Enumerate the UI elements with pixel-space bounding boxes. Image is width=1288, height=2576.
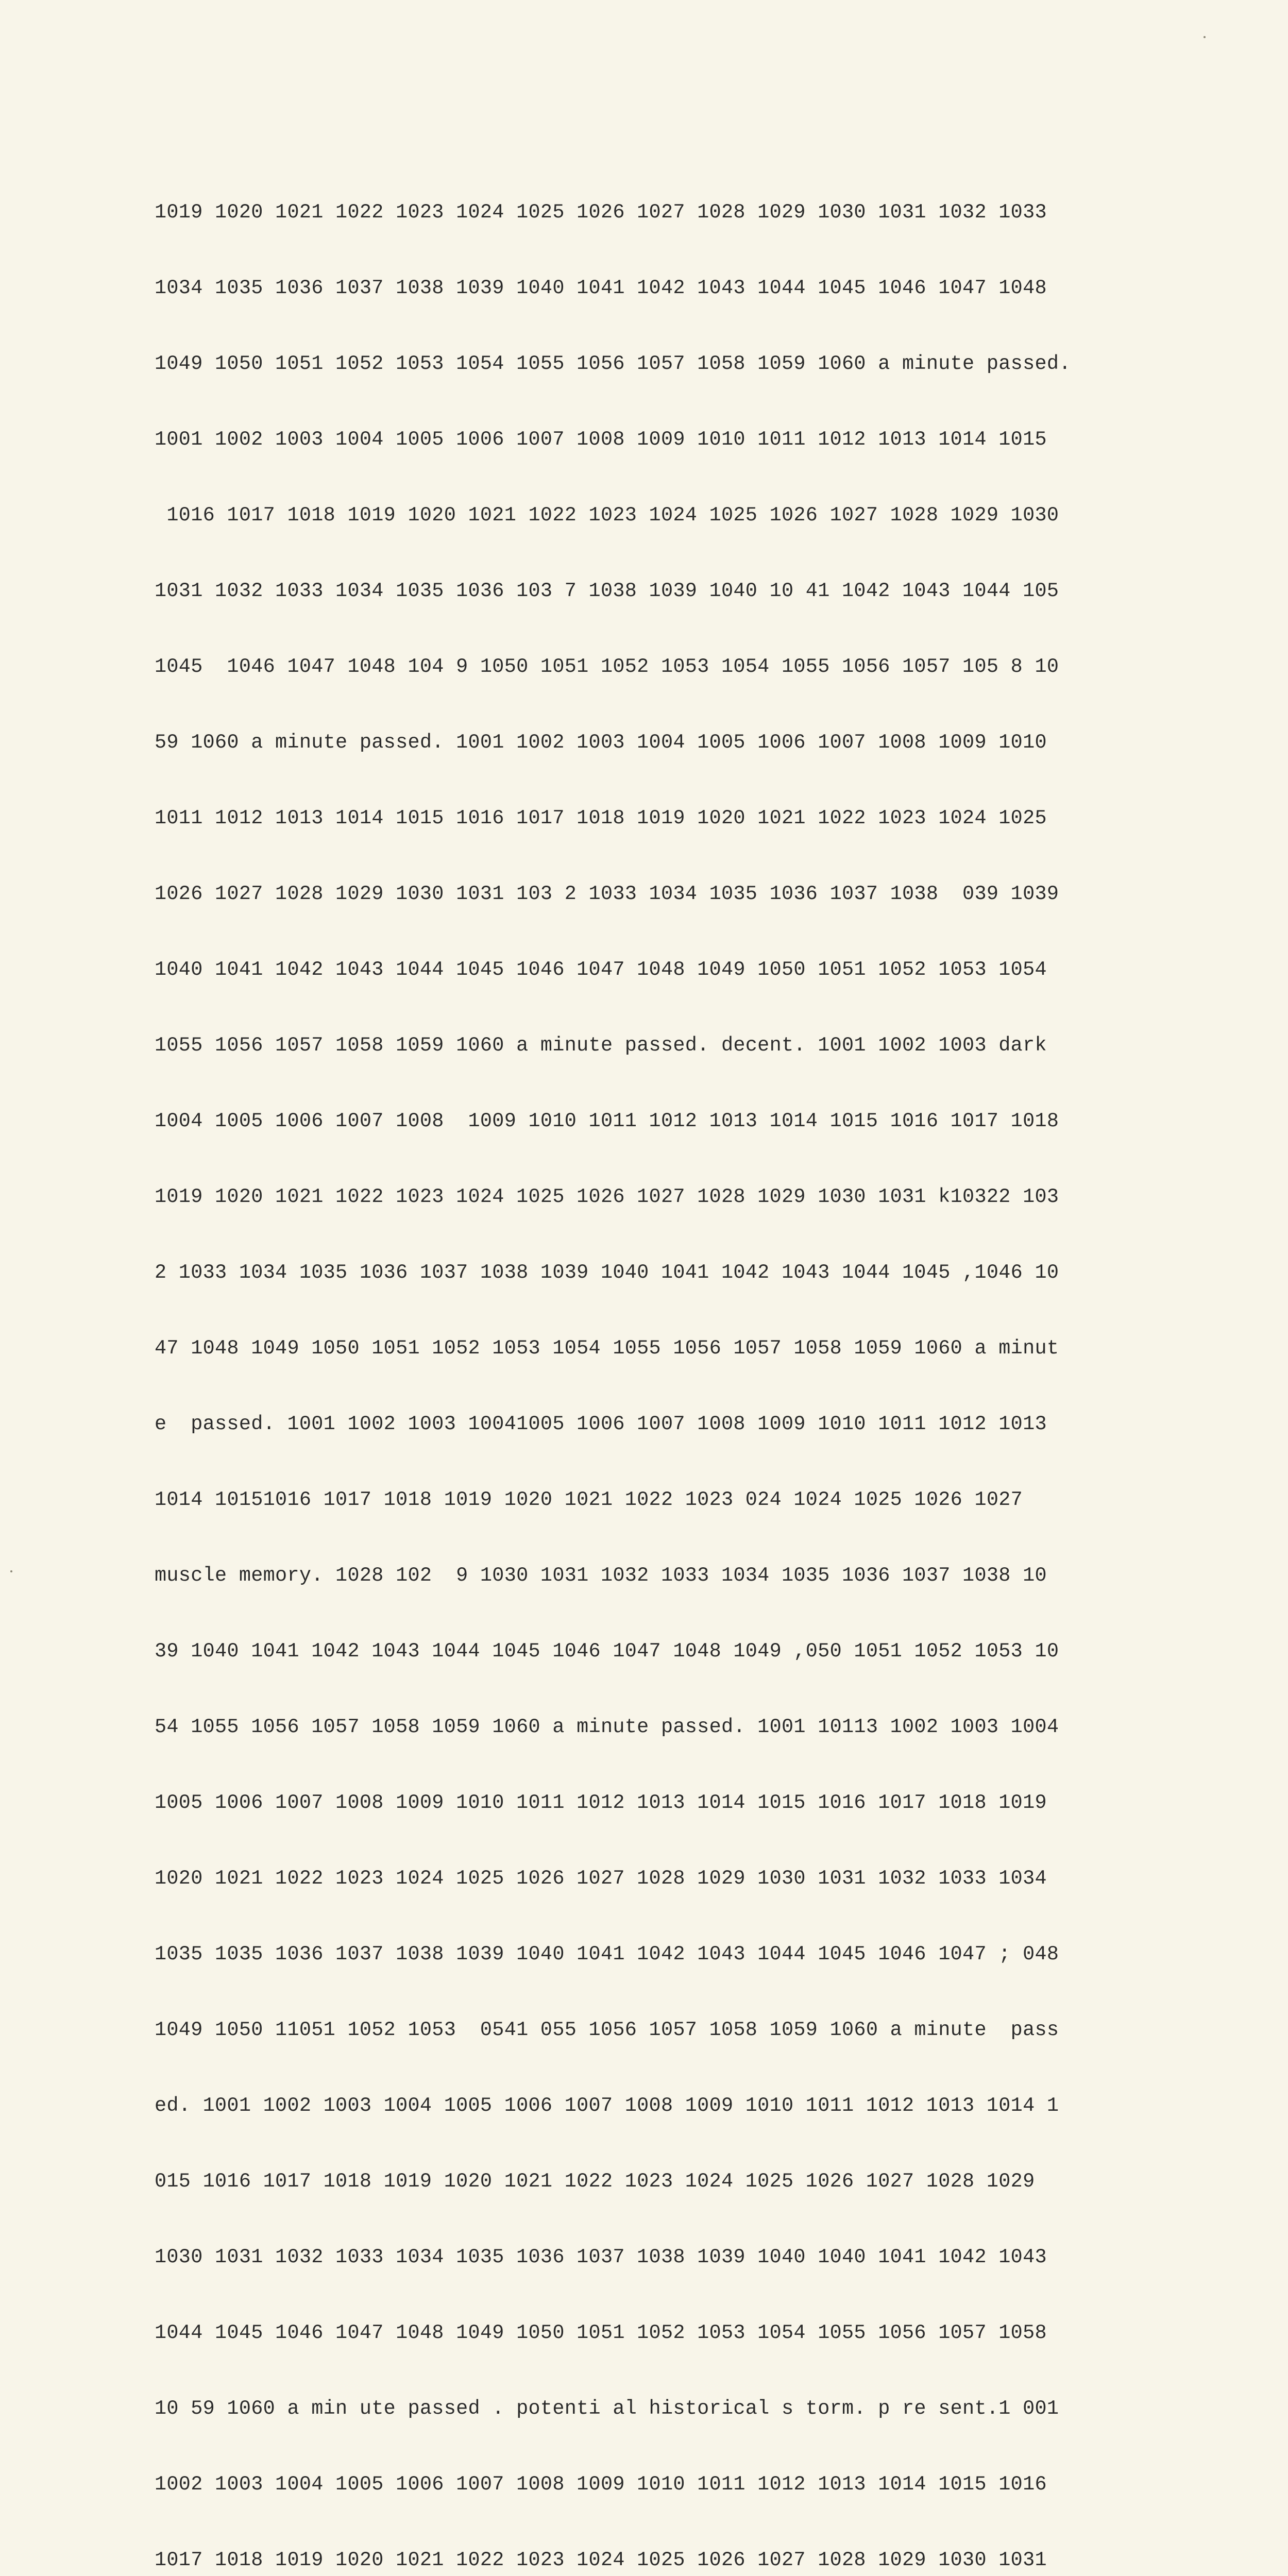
text-line: 015 1016 1017 1018 1019 1020 1021 1022 1023 1024 1025 1026 1027 1028 1029 [155, 2170, 1035, 2193]
text-line: 1026 1027 1028 1029 1030 1031 103 2 1033 1034 1035 1036 1037 1038 039 1039 [155, 883, 1059, 905]
text-line: 1020 1021 1022 1023 1024 1025 1026 1027 1028 1029 1030 1031 1032 1033 1034 [155, 1867, 1047, 1890]
text-line: 54 1055 1056 1057 1058 1059 1060 a minute passed. 1001 10113 1002 1003 1004 [155, 1716, 1059, 1738]
paper-speck [1204, 36, 1206, 38]
text-line: e passed. 1001 1002 1003 10041005 1006 1007 1008 1009 1010 1011 1012 1013 [155, 1413, 1047, 1435]
text-line: 1016 1017 1018 1019 1020 1021 1022 1023 1024 1025 1026 1027 1028 1029 1030 [155, 504, 1059, 527]
typewritten-text-block [155, 149, 1164, 2576]
text-line: 1031 1032 1033 1034 1035 1036 103 7 1038 1039 1040 10 41 1042 1043 1044 105 [155, 580, 1059, 602]
text-line: 10 59 1060 a min ute passed . potenti al historical s torm. p re sent.1 001 [155, 2397, 1059, 2420]
text-line: 1019 1020 1021 1022 1023 1024 1025 1026 1027 1028 1029 1030 1031 1032 1033 [155, 201, 1047, 224]
text-line: 1055 1056 1057 1058 1059 1060 a minute passed. decent. 1001 1002 1003 dark [155, 1034, 1047, 1057]
text-line: 1044 1045 1046 1047 1048 1049 1050 1051 1052 1053 1054 1055 1056 1057 1058 [155, 2321, 1047, 2344]
text-line: 1049 1050 11051 1052 1053 0541 055 1056 1057 1058 1059 1060 a minute pass [155, 2019, 1059, 2041]
text-line: 1035 1035 1036 1037 1038 1039 1040 1041 1042 1043 1044 1045 1046 1047 ; 048 [155, 1943, 1059, 1965]
paper-speck [10, 1570, 12, 1572]
text-line: 1017 1018 1019 1020 1021 1022 1023 1024 1025 1026 1027 1028 1029 1030 1031 [155, 2549, 1047, 2571]
text-line: 1001 1002 1003 1004 1005 1006 1007 1008 1009 1010 1011 1012 1013 1014 1015 [155, 428, 1047, 451]
text-line: 2 1033 1034 1035 1036 1037 1038 1039 1040 1041 1042 1043 1044 1045 ,1046 10 [155, 1261, 1059, 1284]
text-line: 1034 1035 1036 1037 1038 1039 1040 1041 1042 1043 1044 1045 1046 1047 1048 [155, 277, 1047, 299]
text-line: 1049 1050 1051 1052 1053 1054 1055 1056 1057 1058 1059 1060 a minute passed. [155, 352, 1071, 375]
text-line: 1019 1020 1021 1022 1023 1024 1025 1026 1027 1028 1029 1030 1031 k10322 103 [155, 1185, 1059, 1208]
text-line: 47 1048 1049 1050 1051 1052 1053 1054 1055 1056 1057 1058 1059 1060 a minut [155, 1337, 1059, 1360]
text-line: muscle memory. 1028 102 9 1030 1031 1032 1033 1034 1035 1036 1037 1038 10 [155, 1564, 1047, 1587]
text-line: 1045 1046 1047 1048 104 9 1050 1051 1052 1053 1054 1055 1056 1057 105 8 10 [155, 655, 1059, 678]
text-line: 59 1060 a minute passed. 1001 1002 1003 1004 1005 1006 1007 1008 1009 1010 [155, 731, 1047, 754]
text-line: ed. 1001 1002 1003 1004 1005 1006 1007 1008 1009 1010 1011 1012 1013 1014 1 [155, 2094, 1059, 2117]
text-line: 1014 10151016 1017 1018 1019 1020 1021 1022 1023 024 1024 1025 1026 1027 [155, 1488, 1023, 1511]
text-line: 1011 1012 1013 1014 1015 1016 1017 1018 1019 1020 1021 1022 1023 1024 1025 [155, 807, 1047, 829]
text-line: 1030 1031 1032 1033 1034 1035 1036 1037 1038 1039 1040 1040 1041 1042 1043 [155, 2246, 1047, 2268]
text-line: 1005 1006 1007 1008 1009 1010 1011 1012 1013 1014 1015 1016 1017 1018 1019 [155, 1791, 1047, 1814]
text-line: 39 1040 1041 1042 1043 1044 1045 1046 1047 1048 1049 ,050 1051 1052 1053 10 [155, 1640, 1059, 1663]
text-line: 1004 1005 1006 1007 1008 1009 1010 1011 1012 1013 1014 1015 1016 1017 1018 [155, 1110, 1059, 1132]
text-line: 1040 1041 1042 1043 1044 1045 1046 1047 1048 1049 1050 1051 1052 1053 1054 [155, 958, 1047, 981]
text-line: 1002 1003 1004 1005 1006 1007 1008 1009 1010 1011 1012 1013 1014 1015 1016 [155, 2473, 1047, 2496]
